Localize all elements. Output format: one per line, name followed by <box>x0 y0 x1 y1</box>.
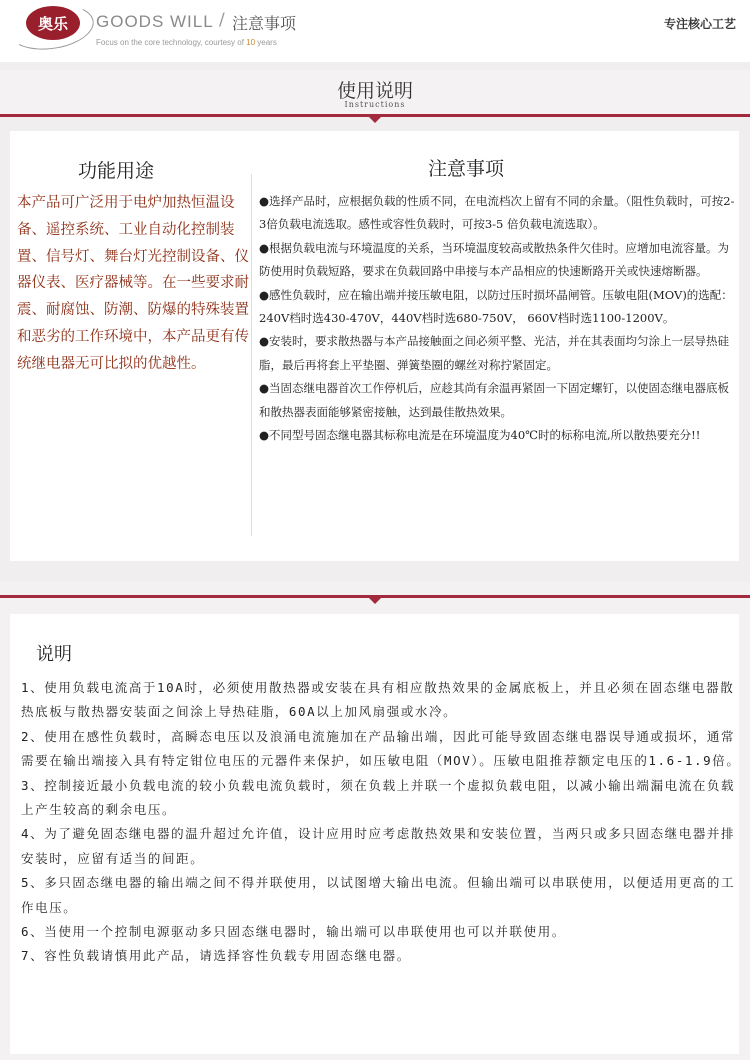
tagline-post: years <box>255 38 277 47</box>
description-item: 7、容性负载请慎用此产品，请选择容性负载专用固态继电器。 <box>21 948 411 964</box>
section2-divider-arrow <box>369 598 381 604</box>
header-slogan: 专注核心工艺 <box>663 17 736 31</box>
tagline-years: 10 <box>246 38 256 47</box>
brand-name: GOODS WILL <box>96 12 214 31</box>
description-item: 6、当使用一个控制电源驱动多只固态继电器时，输出端可以串联使用也可以并联使用。 <box>21 924 566 940</box>
notes-list <box>259 190 737 447</box>
note-item: ●不同型号固态继电器其标称电流是在环境温度为40℃时的标称电流,所以散热要充分!! <box>259 428 701 443</box>
page-header <box>0 0 750 62</box>
section-subtitle: Instructions <box>344 100 406 109</box>
description-item: 4、为了避免固态继电器的温升超过允许值，设计应用时应考虑散热效果和安装位置，当两只或多只固态继电器并排安装时，应留有适当的间距。 <box>21 826 736 866</box>
note-item: ●选择产品时，应根据负载的性质不同，在电流档次上留有不同的余量。（阻性负载时，可按2-3倍负载电流选取。感性或容性负载时，可按3-5 倍负载电流选取）。 <box>259 194 735 232</box>
tagline <box>96 38 277 47</box>
note-item: ●感性负载时，应在输出端并接压敏电阻，以防过压时损坏晶闸管。压敏电阻(MOV)的选配：240V档时选430-470V，440V档时选680-750V， 660V档时选1100-1200V。 <box>259 287 733 326</box>
description-item: 2、使用在感性负载时，高瞬态电压以及浪涌电流施加在产品输出端，因此可能导致固态继电器误导通或损坏，通常需要在输出端接入具有特定钳位电压的元器件来保护，如压敏电阻（MOV）。压敏电阻推荐额定电压的1.6-1.9倍。 <box>21 728 741 769</box>
description-item: 5、多只固态继电器的输出端之间不得并联使用，以试图增大输出电流。但输出端可以串联使用，以便适用更高的工作电压。 <box>21 875 736 915</box>
notes-title: 注意事项 <box>428 158 505 180</box>
function-description: 本产品可广泛用于电炉加热恒温设备、遥控系统、工业自动化控制装置、信号灯、舞台灯光控制设备、仪器仪表、医疗器械等。在一些要求耐震、耐腐蚀、防潮、防爆的特殊装置和恶劣的工作环境中，本产品更有传统继电器无可比拟的优越性。 <box>17 195 249 372</box>
description-list <box>21 676 743 969</box>
section-divider-arrow <box>369 117 381 123</box>
column-divider <box>251 174 252 536</box>
brand-separator: / <box>219 10 225 30</box>
description-item: 3、控制接近最小负载电流的较小负载电流负载时，须在负载上并联一个虚拟负载电阻，以减小输出端漏电流在负载上产生较高的剩余电压。 <box>21 777 736 818</box>
function-title: 功能用途 <box>78 160 155 182</box>
tagline-pre: Focus on the core technology, courtesy of <box>96 38 247 47</box>
brand-logo: 奥乐 <box>26 6 80 40</box>
section-title: 使用说明 <box>336 80 413 102</box>
header-section-label: 注意事项 <box>232 14 297 33</box>
note-item: ●安装时，要求散热器与本产品接触面之间必须平整、光洁，并在其表面均匀涂上一层导热硅脂，最后再将套上平垫圈、弹簧垫圈的螺丝对称拧紧固定。 <box>259 334 730 372</box>
description-title: 说明 <box>36 644 72 665</box>
description-item: 1、使用负载电流高于10A时，必须使用散热器或安装在具有相应散热效果的金属底板上，并且必须在固态继电器散热底板与散热器安装面之间涂上导热硅脂，60A以上加风扇强或水冷。 <box>21 680 735 720</box>
note-item: ●当固态继电器首次工作停机后，应趁其尚有余温再紧固一下固定螺钉，以使固态继电器底板和散热器表面能够紧密接触，达到最佳散热效果。 <box>259 381 730 419</box>
note-item: ●根据负载电流与环境温度的关系，当环境温度较高或散热条件欠佳时。应增加电流容量。为防使用时负载短路，要求在负载回路中串接与本产品相应的快速断路开关或快速熔断器。 <box>259 240 730 279</box>
